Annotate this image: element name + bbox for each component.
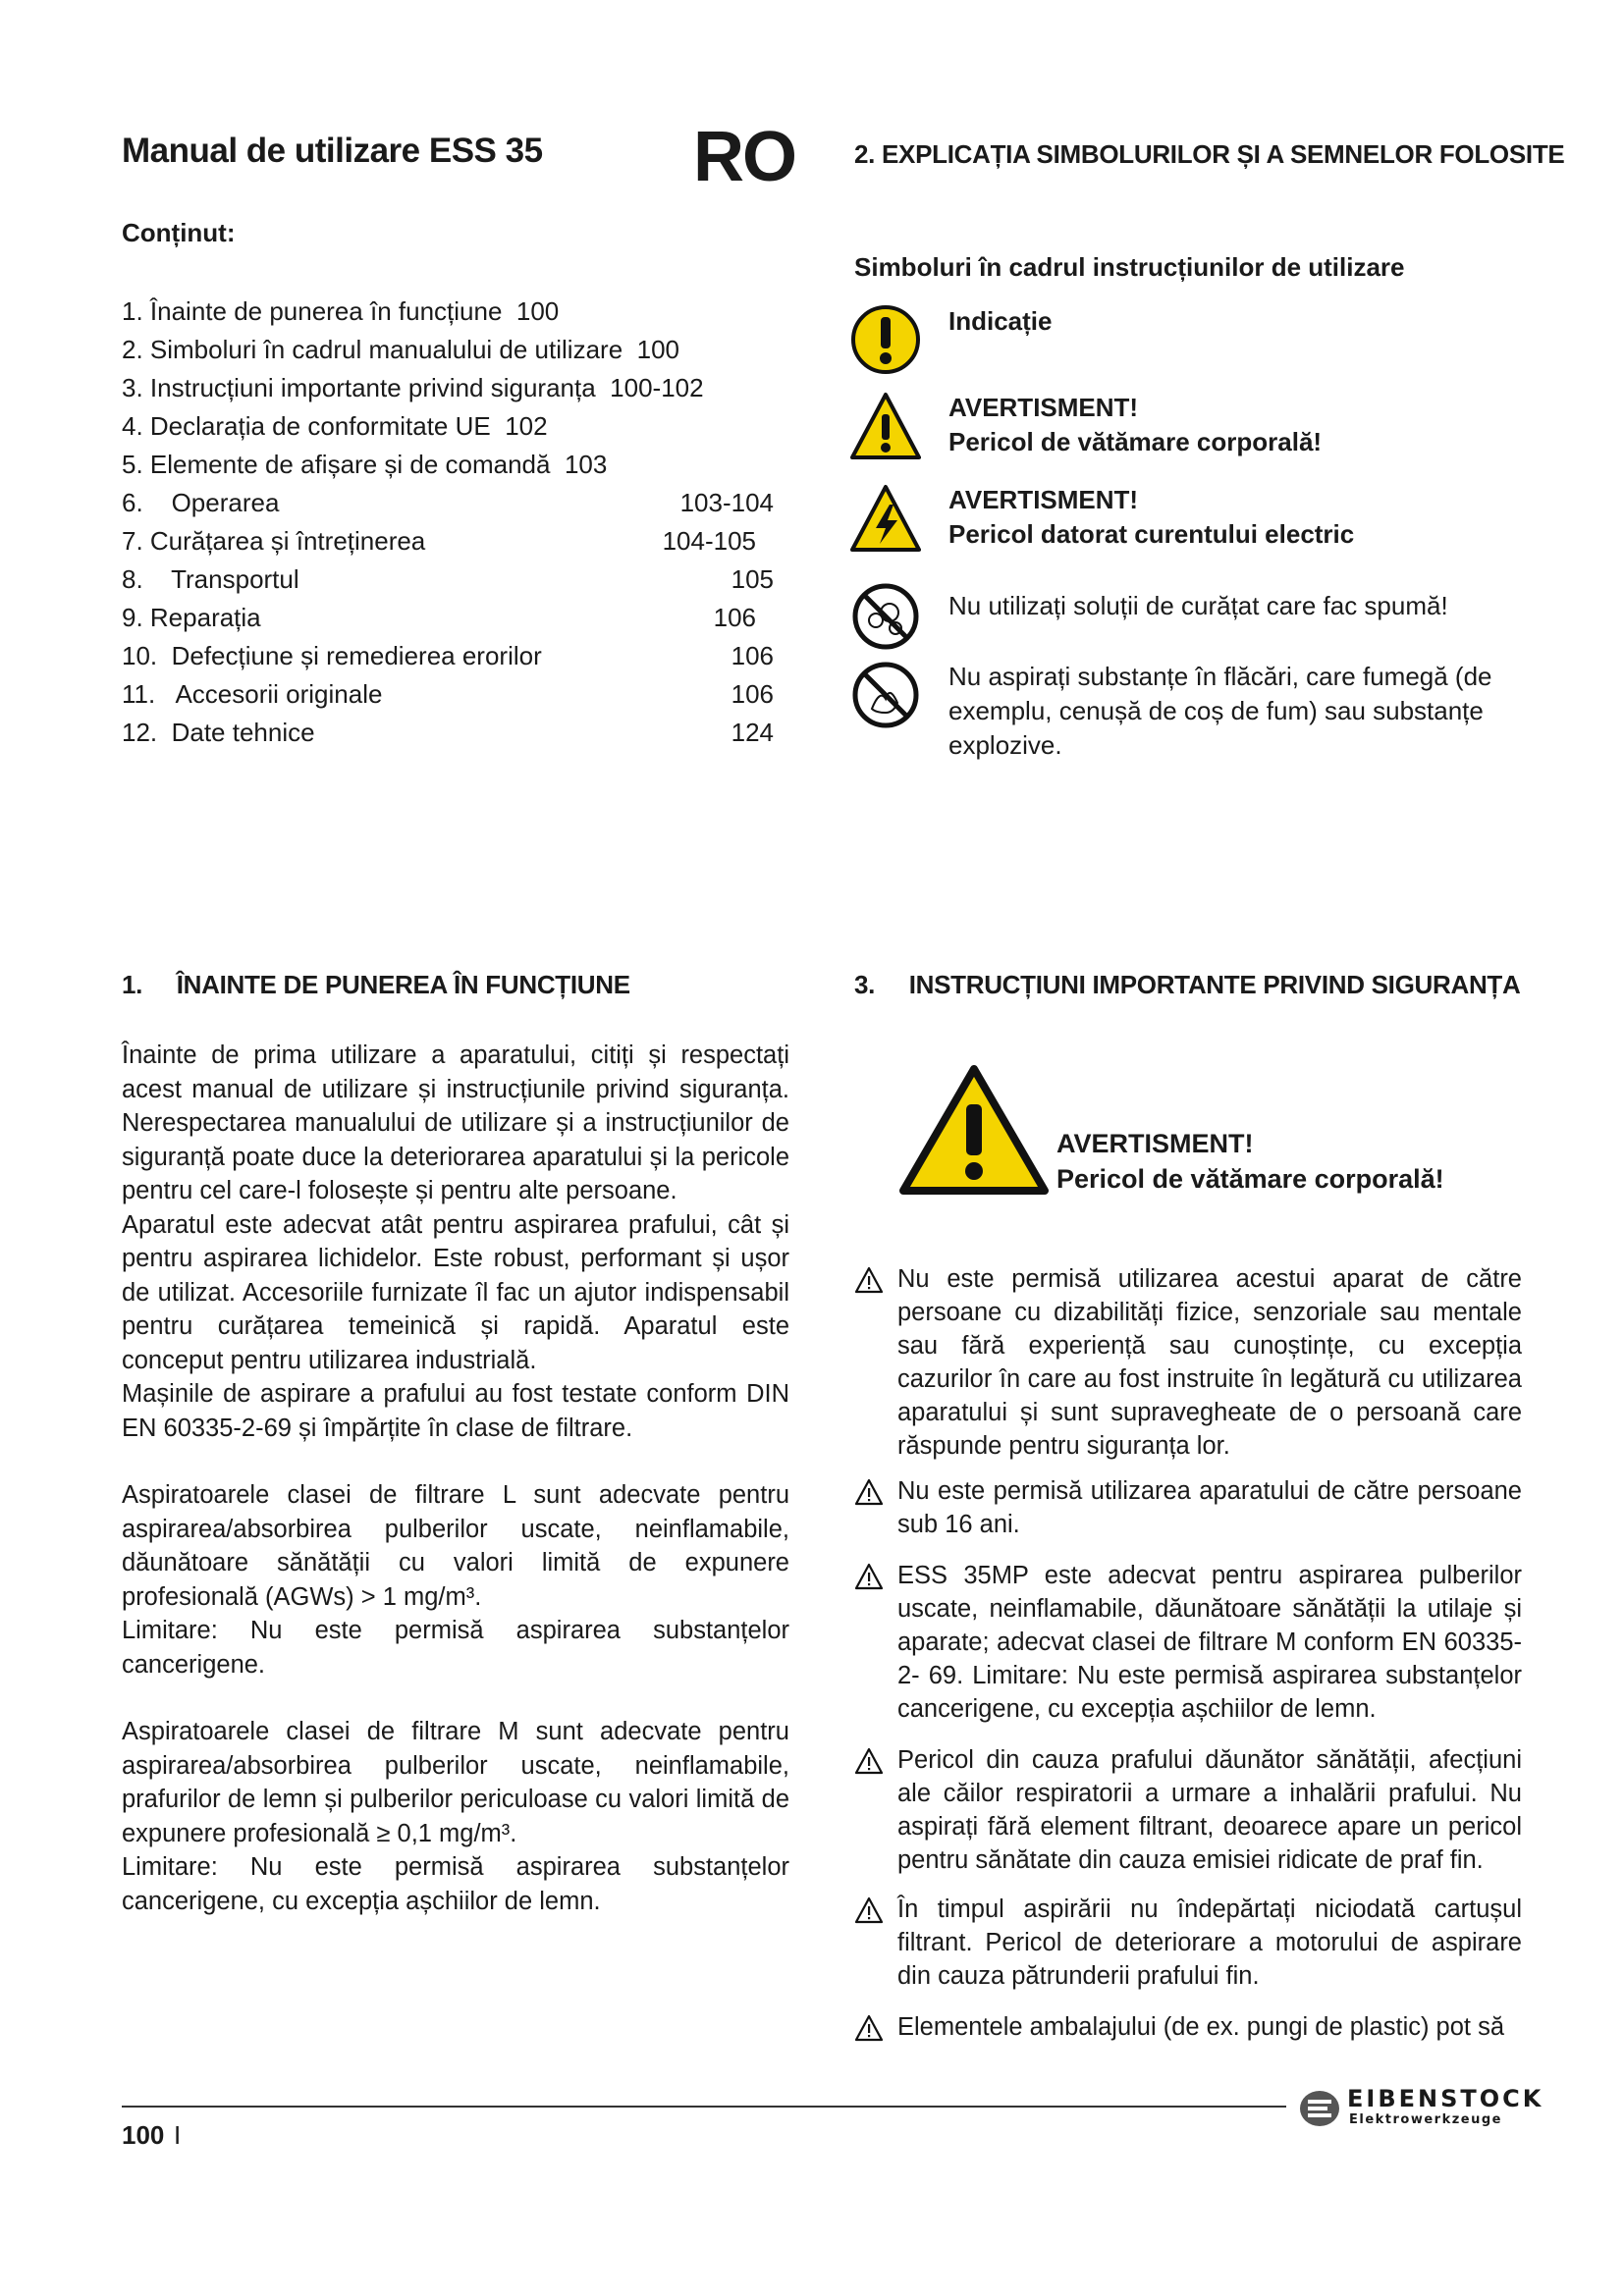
no-foam-icon — [850, 581, 921, 652]
toc-item[interactable]: 3. Instrucțiuni importante privind siguranța 100-102 — [122, 373, 704, 402]
toc-item[interactable]: 9. Reparația 106 — [122, 603, 756, 632]
warning-triangle-icon — [854, 1563, 884, 1590]
safety-bullet: Elementele ambalajului (de ex. pungi de plastic) pot să — [854, 2010, 1522, 2044]
paragraph: Înainte de prima utilizare a aparatului, citiți și respectați acest manual de utilizare și instrucțiunile privind siguranța. Nerespectarea manualului de utilizare și a instrucțiunilor de siguranță poate duce la deteriorarea aparatului și la pericole pentru cel care-l folosește și pentru alte persoane. — [122, 1041, 789, 1204]
page-title: Manual de utilizare ESS 35 — [122, 132, 543, 170]
no-burning-icon — [850, 660, 921, 730]
language-code: RO — [693, 118, 795, 196]
paragraph: Aspiratoarele clasei de filtrare M sunt adecvate pentru aspirarea/absorbirea pulberilor uscate, neinflamabile, prafurilor de lemn și pulberilor periculoase cu valori limită de expunere profesională ≥ 0,1 mg/m³. — [122, 1718, 789, 1847]
safety-bullet: Nu este permisă utilizarea aparatului de către persoane sub 16 ani. — [854, 1474, 1522, 1541]
warning-triangle-icon — [854, 1747, 884, 1775]
paragraph: Aparatul este adecvat atât pentru aspirarea prafului, cât și pentru aspirarea lichidelor. Este robust, performant și ușor de utilizat. Accesoriile furnizate îl fac un ajutor indispensabil pentru curățarea temeinică și rapidă. Aparatul este conceput pentru utilizarea industrială. — [122, 1210, 789, 1374]
safety-bullet: Pericol din cauza prafului dăunător sănătății, afecțiuni ale căilor respiratorii a urmare a inhalării prafului. Nu aspirați fără element filtrant, deoarece apare un pericol pentru sănătate din cauza emisiei ridicate de praf fin. — [854, 1743, 1522, 1877]
section-2-subtitle: Simboluri în cadrul instrucțiunilor de utilizare — [854, 252, 1405, 282]
page-separator: I — [174, 2120, 182, 2150]
safety-bullet: În timpul aspirării nu îndepărtați niciodată cartușul filtrant. Pericol de deteriorare a motorului de aspirare din cauza pătrunderii prafului fin. — [854, 1893, 1522, 1993]
toc-item[interactable]: 2. Simboluri în cadrul manualului de utilizare 100 — [122, 335, 679, 364]
info-exclamation-icon — [850, 304, 921, 375]
warning-text: Pericol de vătămare corporală! — [1056, 1164, 1444, 1194]
section-3-title: 3. INSTRUCȚIUNI IMPORTANTE PRIVIND SIGURANȚA — [854, 970, 1521, 999]
toc-item[interactable]: 7. Curățarea și întreținerea 104-105 — [122, 526, 756, 556]
section-1-title: 1. ÎNAINTE DE PUNEREA ÎN FUNCȚIUNE — [122, 970, 630, 999]
footer-divider — [122, 2106, 1286, 2108]
safety-bullet: ESS 35MP este adecvat pentru aspirarea pulberilor uscate, neinflamabile, dăunătoare sănătății la utilaje și aparate; adecvat clasei de filtrare M conform EN 60335-2- 69. Limitare: Nu este permisă aspirarea substanțelor cancerigene, cu excepția așchiilor de lemn. — [854, 1559, 1522, 1726]
warning-title: AVERTISMENT! — [1056, 1129, 1254, 1158]
paragraph: Limitare: Nu este permisă aspirarea substanțelor cancerigene, cu excepția așchiilor de lemn. — [122, 1853, 789, 1915]
toc-item[interactable]: 10. Defecțiune și remedierea erorilor 106 — [122, 641, 774, 670]
brand-subtitle: Elektrowerkzeuge — [1349, 2112, 1502, 2127]
warning-triangle-icon — [854, 1896, 884, 1924]
toc-item[interactable]: 5. Elemente de afișare și de comandă 103 — [122, 450, 608, 479]
paragraph: Limitare: Nu este permisă aspirarea substanțelor cancerigene. — [122, 1617, 789, 1679]
toc-item[interactable]: 1. Înainte de punerea în funcțiune 100 — [122, 296, 560, 326]
toc-item[interactable]: 4. Declarația de conformitate UE 102 — [122, 411, 548, 441]
page-number: 100 — [122, 2120, 165, 2150]
toc-item[interactable]: 11. Accesorii originale 106 — [122, 679, 774, 709]
contents-heading: Conținut: — [122, 218, 236, 247]
paragraph: Mașinile de aspirare a prafului au fost testate conform DIN EN 60335-2-69 și împărțite în clase de filtrare. — [122, 1380, 789, 1442]
table-of-contents — [122, 293, 774, 752]
section-1-body — [122, 1039, 789, 1918]
toc-item[interactable]: 8. Transportul 105 — [122, 564, 774, 594]
brand-name: EIBENSTOCK — [1347, 2085, 1544, 2112]
large-warning-triangle-icon — [897, 1063, 1051, 1197]
warning-triangle-icon — [850, 391, 921, 461]
toc-item[interactable]: 6. Operarea 103-104 — [122, 488, 774, 517]
toc-item[interactable]: 12. Date tehnice 124 — [122, 718, 774, 747]
warning-triangle-icon — [854, 1478, 884, 1506]
brand-logo — [1298, 2085, 1544, 2134]
electric-hazard-icon — [850, 483, 921, 554]
warning-triangle-icon — [854, 2014, 884, 2042]
section-2-title: 2. EXPLICAȚIA SIMBOLURILOR ȘI A SEMNELOR FOLOSITE — [854, 139, 1565, 169]
safety-bullet: Nu este permisă utilizarea acestui aparat de către persoane cu dizabilități fizice, senzoriale sau mentale sau fără experiență sau cunoștințe, cu excepția cazurilor în care au fost instruite în legătură cu utilizarea aparatului și sunt supravegheate de o persoană care răspunde pentru siguranța lor. — [854, 1262, 1522, 1463]
warning-triangle-icon — [854, 1266, 884, 1294]
paragraph: Aspiratoarele clasei de filtrare L sunt adecvate pentru aspirarea/absorbirea pulberilor uscate, neinflamabile, dăunătoare sănătății cu valori limită de expunere profesională (AGWs) > 1 mg/m³. — [122, 1481, 789, 1611]
eibenstock-logo-icon — [1298, 2089, 1341, 2128]
